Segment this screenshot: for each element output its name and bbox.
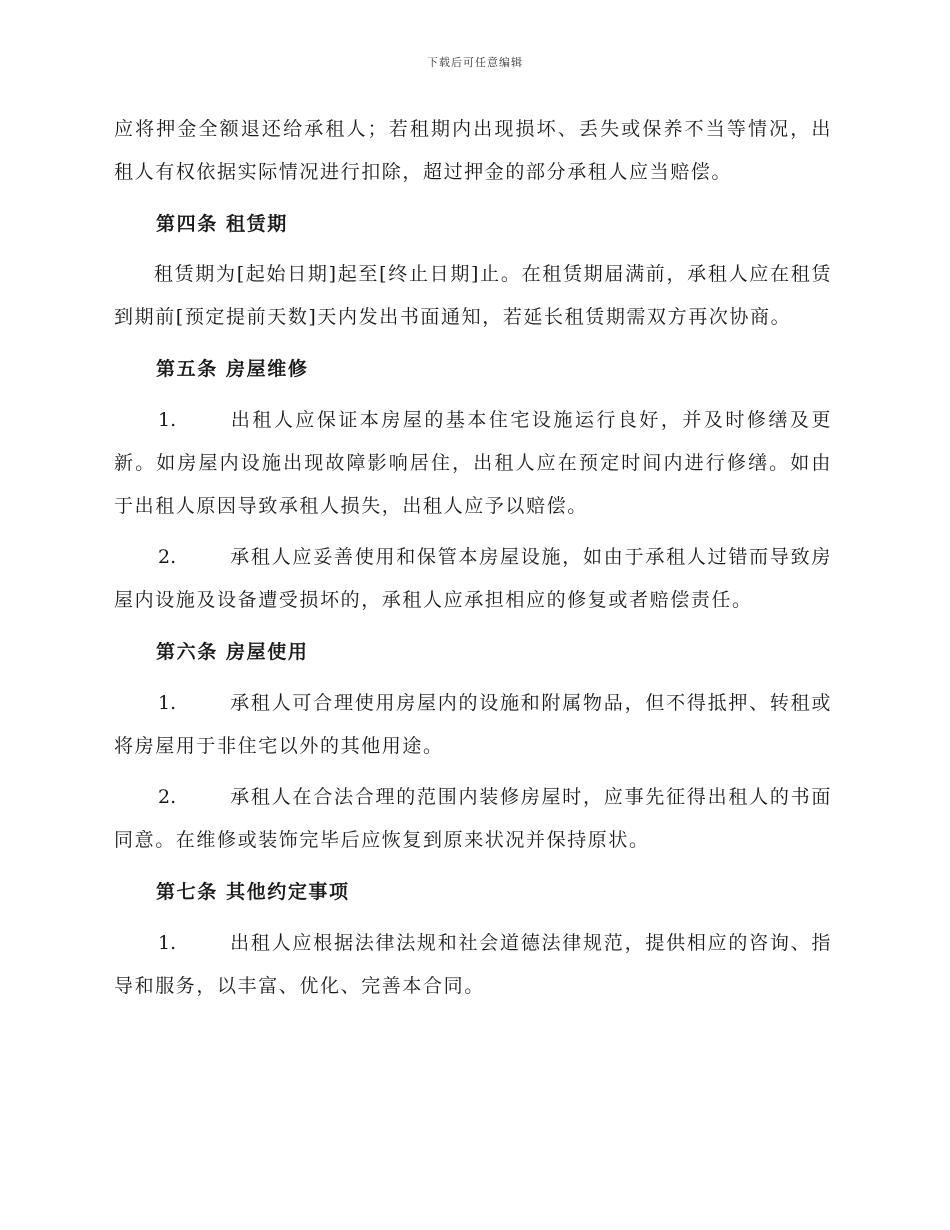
item-number: 1. bbox=[158, 932, 177, 954]
item-number: 2. bbox=[158, 546, 177, 568]
item-number: 1. bbox=[158, 692, 177, 714]
item-text: 出租人应根据法律法规和社会道德法律规范，提供相应的咨询、指导和服务，以丰富、优化、完善本合同。 bbox=[114, 932, 832, 997]
item-number: 2. bbox=[158, 786, 177, 808]
section-7 bbox=[114, 871, 832, 1008]
list-item bbox=[114, 399, 832, 528]
intro-paragraph: 应将押金全额退还给承租人；若租期内出现损坏、丢失或保养不当等情况，出租人有权依据实际情况进行扣除，超过押金的部分承租人应当赔偿。 bbox=[114, 118, 832, 183]
section-4 bbox=[114, 203, 832, 339]
item-text: 承租人可合理使用房屋内的设施和附属物品，但不得抵押、转租或将房屋用于非住宅以外的其他用途。 bbox=[114, 692, 832, 757]
section-paragraph: 租赁期为[起始日期]起至[终止日期]止。在租赁期届满前，承租人应在租赁到期前[预定提前天数]天内发出书面通知，若延长租赁期需双方再次协商。 bbox=[114, 263, 832, 328]
section-5 bbox=[114, 348, 832, 622]
item-number: 1. bbox=[158, 409, 177, 431]
section-6 bbox=[114, 631, 832, 862]
item-text: 出租人应保证本房屋的基本住宅设施运行良好，并及时修缮及更新。如房屋内设施出现故障影响居住，出租人应在预定时间内进行修缮。如由于出租人原因导致承租人损失，出租人应予以赔偿。 bbox=[114, 409, 832, 517]
item-text: 承租人在合法合理的范围内装修房屋时，应事先征得出租人的书面同意。在维修或装饰完毕后应恢复到原来状况并保持原状。 bbox=[114, 786, 832, 851]
list-item bbox=[114, 682, 832, 768]
page-header: 下载后可任意编辑 bbox=[427, 56, 523, 69]
section-title: 第四条 租赁期 bbox=[156, 213, 288, 235]
section-title: 第五条 房屋维修 bbox=[156, 358, 309, 380]
list-item bbox=[114, 776, 832, 862]
section-title: 第六条 房屋使用 bbox=[156, 641, 309, 663]
document-body bbox=[114, 108, 832, 1008]
list-item bbox=[114, 922, 832, 1008]
list-item bbox=[114, 536, 832, 622]
section-title: 第七条 其他约定事项 bbox=[156, 881, 350, 903]
item-text: 承租人应妥善使用和保管本房屋设施，如由于承租人过错而导致房屋内设施及设备遭受损坏的，承租人应承担相应的修复或者赔偿责任。 bbox=[114, 546, 832, 611]
